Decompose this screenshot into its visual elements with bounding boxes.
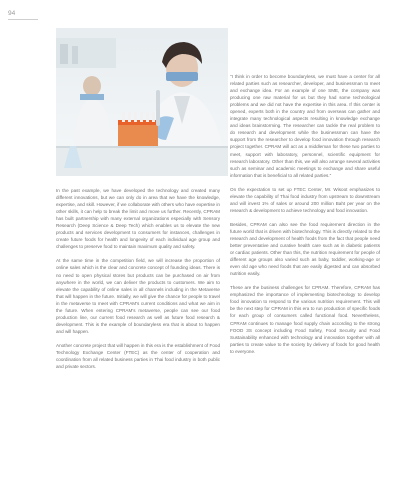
left-paragraph-3: Another concrete project that will happen in this era is the establishment of Food Technology Exchange Center (FTEC) as the center of cooperation and coordination from all related business parties in Thai food industry in both public and private sectors. — [56, 342, 220, 370]
left-paragraph-1: In the past example, we have developed the technology and created many different innovations, but we can only do in area that we have the knowledge, expertise, and skill. However, if we collaborate with others who have expertise in other skills, it can help to break the limit and move us further. Recently, CPRAM has built partnership with many external organizations especially with Sensory Research (Deep Science & Deep Tech) which enables us to elevate the new products and services development to consumers for instances, challenges in create future foods for health and longevity of each individual age group and challenges to preserve food to maintain maximum quality and safety. — [56, 188, 220, 250]
lab-photo-illustration — [56, 28, 228, 176]
right-paragraph-3: Besides, CPRAM can also see the food requirement direction in the future world that is driven with biotechnology. This is directly related to the research and development of health foods from the fact that people need better preventative and curative health care such as in diabetic patients or cardiac patients. Other than this, the nutrition requirement for people of different age groups also varied such as baby, toddler, working-age or even old age who need foods that are easily digested and can absorbed nutrition easily. — [230, 221, 380, 277]
page-number-rule — [8, 19, 38, 20]
page-number: 94 — [8, 10, 16, 17]
lab-photo — [56, 28, 228, 176]
right-paragraph-4: These are the business challenges for CPRAM. Therefore, CPRAM has emphasized the importance of implementing biotechnology to develop food innovation to respond to the various nutrition requirement. This will be the next step for CPRAM in this era to run production of specific foods for each group of consumers called functional food. Nevertheless, CPRAM continues to manage food supply chain according to the strong FOOD 3S concept including Food Safety, Food Security and Food Sustainability enhanced with technology and innovation together with all parties to create value to the society by delivery of foods for good health to everyone. — [230, 285, 380, 354]
right-paragraph-1: "I think in order to become boundaryless, we must have a center for all related parties such as researcher, developer, and businessman to meet and exchange idea. For an example of one SME, the company was producing one raw material for us but they had some technological problems and we did not have the expertise in this area. If this center is opened, experts both in the country and from overseas can gather and integrate many technological aspects resulting in knowledge exchange and ideas brainstorming. The researcher can tackle the real problem to do research and development while the businessman can have the support from the researcher to develop food innovation through research project together. CPRAM will act as a middleman for these two parties to meet, support with laboratory, personnel, scientific equipment for research laboratory. Other than this, we will also arrange several activities such as seminar and academic meetings to exchange and share useful information that is beneficial to all related parties." — [230, 74, 380, 178]
left-paragraph-2: At the same time in the competition field, we will increase the proportion of online sales which is the clear and concrete concept of founding ideas. There is no need to open physical stores but products can be purchased on air from anywhere in the world, we can deliver the products to customers. We aim to elevate the capability of online sales in all channels including in the Metaverse that will happen in the future. Initially, we will give the chance for people to travel in the metaverse to meet with CPRAM's current conditions and what we aim in the future. When entering CPRAM's metaverse, people can see our food production line, our current food research as well as future food research & development. This is the example of boundaryless era that is about to happen and will happen. — [56, 258, 220, 334]
right-paragraph-2: On the expectation to set up FTEC Center, Mr. Wisoot emphasizes to elevate the capability of Thai food industry from upstream to downstream and will invest 1% of sales or around 200 million Baht per year on the research & development to achieve technology and food innovation. — [230, 186, 380, 213]
right-column — [230, 73, 380, 362]
left-column — [56, 187, 220, 377]
